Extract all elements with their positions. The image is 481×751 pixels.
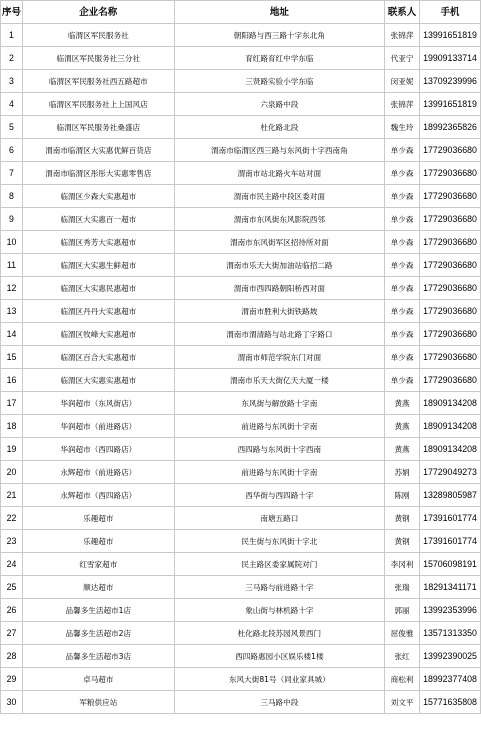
cell-contact: 单少森 <box>385 162 420 185</box>
cell-contact: 张锦萍 <box>385 93 420 116</box>
cell-company: 临渭区军民服务社三分社 <box>22 47 174 70</box>
cell-phone: 18992377408 <box>420 668 481 691</box>
cell-index: 20 <box>1 461 23 484</box>
cell-index: 8 <box>1 185 23 208</box>
cell-company: 临渭区牧峰大实惠超市 <box>22 323 174 346</box>
cell-address: 渭南市西四路朝阳桥西对面 <box>174 277 384 300</box>
cell-company: 临渭区百合大实惠超市 <box>22 346 174 369</box>
table-row <box>1 139 481 162</box>
cell-index: 27 <box>1 622 23 645</box>
cell-phone: 17729036680 <box>420 208 481 231</box>
cell-address: 渭南市站北路火车站对面 <box>174 162 384 185</box>
cell-company: 品馨多生活超市2店 <box>22 622 174 645</box>
cell-contact: 单少森 <box>385 139 420 162</box>
cell-contact: 张锦萍 <box>385 24 420 47</box>
cell-index: 2 <box>1 47 23 70</box>
table-row <box>1 162 481 185</box>
header-row <box>1 1 481 24</box>
cell-phone: 18992365826 <box>420 116 481 139</box>
cell-company: 华润超市（西四路店） <box>22 438 174 461</box>
table-row <box>1 277 481 300</box>
cell-contact: 代亚宁 <box>385 47 420 70</box>
cell-company: 临渭区军民服务社 <box>22 24 174 47</box>
cell-contact: 黄钢 <box>385 507 420 530</box>
cell-index: 25 <box>1 576 23 599</box>
cell-address: 杜化路北段苏园风景西门 <box>174 622 384 645</box>
table-row <box>1 415 481 438</box>
table-body <box>1 1 481 714</box>
cell-phone: 13289805987 <box>420 484 481 507</box>
cell-index: 21 <box>1 484 23 507</box>
table-row <box>1 530 481 553</box>
cell-index: 18 <box>1 415 23 438</box>
cell-contact: 单少森 <box>385 369 420 392</box>
cell-phone: 17729036680 <box>420 277 481 300</box>
header-cell-phone: 手机 <box>420 1 481 24</box>
cell-company: 华润超市（前进路店） <box>22 415 174 438</box>
cell-company: 渭南市临渭区大实惠优鲜百货店 <box>22 139 174 162</box>
cell-company: 红雪家超市 <box>22 553 174 576</box>
table-row <box>1 369 481 392</box>
cell-address: 三马路中段 <box>174 691 384 714</box>
cell-company: 临渭区秀芳大实惠超市 <box>22 231 174 254</box>
table-row <box>1 47 481 70</box>
table-row <box>1 599 481 622</box>
cell-phone: 18909134208 <box>420 415 481 438</box>
cell-company: 华润超市（东风街店） <box>22 392 174 415</box>
cell-contact: 张红 <box>385 645 420 668</box>
cell-contact: 刘文平 <box>385 691 420 714</box>
cell-phone: 13992353996 <box>420 599 481 622</box>
table-row <box>1 93 481 116</box>
cell-index: 22 <box>1 507 23 530</box>
cell-contact: 黄燕 <box>385 438 420 461</box>
cell-company: 永辉超市（西四路店） <box>22 484 174 507</box>
cell-phone: 17729036680 <box>420 323 481 346</box>
cell-phone: 18291341171 <box>420 576 481 599</box>
cell-contact: 单少森 <box>385 231 420 254</box>
cell-contact: 张瑞 <box>385 576 420 599</box>
cell-company: 临渭区军民服务社上上国风店 <box>22 93 174 116</box>
cell-company: 卓马超市 <box>22 668 174 691</box>
table-row <box>1 24 481 47</box>
cell-contact: 魏生玲 <box>385 116 420 139</box>
table-row <box>1 392 481 415</box>
table-row <box>1 553 481 576</box>
cell-index: 29 <box>1 668 23 691</box>
table-row <box>1 645 481 668</box>
cell-address: 渭南市乐天大街加油站临招二路 <box>174 254 384 277</box>
cell-address: 杜化路北段 <box>174 116 384 139</box>
cell-company: 乐趣超市 <box>22 530 174 553</box>
cell-company: 军粮供应站 <box>22 691 174 714</box>
cell-index: 23 <box>1 530 23 553</box>
cell-phone: 13992390025 <box>420 645 481 668</box>
cell-company: 品馨多生活超市1店 <box>22 599 174 622</box>
cell-address: 南塘五路口 <box>174 507 384 530</box>
table-row <box>1 622 481 645</box>
cell-company: 永辉超市（前进路店） <box>22 461 174 484</box>
cell-address: 渭南市东风街东风影院西邻 <box>174 208 384 231</box>
cell-index: 30 <box>1 691 23 714</box>
cell-phone: 17729049273 <box>420 461 481 484</box>
cell-company: 临渭区大实惠百一超市 <box>22 208 174 231</box>
cell-index: 7 <box>1 162 23 185</box>
cell-phone: 18909134208 <box>420 392 481 415</box>
cell-phone: 17391601774 <box>420 507 481 530</box>
cell-index: 9 <box>1 208 23 231</box>
cell-company: 临渭区大实惠生鲜超市 <box>22 254 174 277</box>
table-row <box>1 691 481 714</box>
cell-address: 渭南市胜利大街铁路坡 <box>174 300 384 323</box>
table-row <box>1 231 481 254</box>
cell-phone: 15706098191 <box>420 553 481 576</box>
table-row <box>1 116 481 139</box>
header-cell-contact: 联系人 <box>385 1 420 24</box>
header-cell-index: 序号 <box>1 1 23 24</box>
cell-contact: 郭丽 <box>385 599 420 622</box>
cell-address: 西四路与东风街十字西南 <box>174 438 384 461</box>
table-row <box>1 208 481 231</box>
cell-address: 渭南市乐天大街亿天大厦一楼 <box>174 369 384 392</box>
cell-company: 顺达超市 <box>22 576 174 599</box>
cell-company: 品馨多生活超市3店 <box>22 645 174 668</box>
cell-index: 24 <box>1 553 23 576</box>
cell-company: 临渭区少森大实惠超市 <box>22 185 174 208</box>
cell-phone: 17729036680 <box>420 231 481 254</box>
cell-address: 渭南市师范学院东门对面 <box>174 346 384 369</box>
cell-address: 渭南市渭清路与站北路丁字路口 <box>174 323 384 346</box>
cell-phone: 18909134208 <box>420 438 481 461</box>
table-row <box>1 461 481 484</box>
cell-contact: 单少森 <box>385 185 420 208</box>
cell-address: 西四路惠园小区娱乐楼1楼 <box>174 645 384 668</box>
cell-company: 临渭区大实惠民惠超市 <box>22 277 174 300</box>
cell-index: 4 <box>1 93 23 116</box>
cell-contact: 单少森 <box>385 346 420 369</box>
cell-index: 5 <box>1 116 23 139</box>
cell-address: 三贤路实验小学东临 <box>174 70 384 93</box>
cell-company: 临渭区军民服务社西五路超市 <box>22 70 174 93</box>
cell-contact: 闵亚妮 <box>385 70 420 93</box>
cell-company: 乐趣超市 <box>22 507 174 530</box>
cell-address: 东风大街81号（同业家具城） <box>174 668 384 691</box>
cell-company: 临渭区大实惠实惠超市 <box>22 369 174 392</box>
cell-contact: 单少森 <box>385 254 420 277</box>
cell-phone: 17729036680 <box>420 369 481 392</box>
cell-contact: 黄燕 <box>385 392 420 415</box>
cell-address: 三马路与前进路十字 <box>174 576 384 599</box>
cell-phone: 13991651819 <box>420 24 481 47</box>
cell-phone: 17729036680 <box>420 185 481 208</box>
cell-address: 民主路区委家属院对门 <box>174 553 384 576</box>
cell-index: 15 <box>1 346 23 369</box>
cell-address: 育红路育红中学东临 <box>174 47 384 70</box>
cell-address: 六泉路中段 <box>174 93 384 116</box>
table-row <box>1 185 481 208</box>
cell-contact: 商松利 <box>385 668 420 691</box>
table-row <box>1 323 481 346</box>
cell-address: 渭南市东风街军区招待所对面 <box>174 231 384 254</box>
cell-contact: 李冈利 <box>385 553 420 576</box>
cell-contact: 单少森 <box>385 300 420 323</box>
header-cell-address: 地址 <box>174 1 384 24</box>
header-cell-company: 企业名称 <box>22 1 174 24</box>
cell-contact: 单少森 <box>385 208 420 231</box>
cell-index: 11 <box>1 254 23 277</box>
table-row <box>1 346 481 369</box>
cell-phone: 13571313350 <box>420 622 481 645</box>
cell-company: 临渭区丹丹大实惠超市 <box>22 300 174 323</box>
table-row <box>1 300 481 323</box>
cell-index: 10 <box>1 231 23 254</box>
cell-index: 14 <box>1 323 23 346</box>
cell-phone: 13709239996 <box>420 70 481 93</box>
cell-phone: 19909133714 <box>420 47 481 70</box>
table-row <box>1 484 481 507</box>
cell-address: 民生街与东风街十字北 <box>174 530 384 553</box>
cell-address: 西华街与西四路十字 <box>174 484 384 507</box>
cell-company: 临渭区军民服务社桑盛店 <box>22 116 174 139</box>
cell-phone: 17729036680 <box>420 139 481 162</box>
cell-index: 16 <box>1 369 23 392</box>
cell-contact: 单少森 <box>385 277 420 300</box>
table-row <box>1 507 481 530</box>
cell-address: 东风街与解放路十字南 <box>174 392 384 415</box>
cell-phone: 13991651819 <box>420 93 481 116</box>
cell-address: 渭南市民主路中段区委对面 <box>174 185 384 208</box>
cell-index: 1 <box>1 24 23 47</box>
cell-phone: 17391601774 <box>420 530 481 553</box>
cell-phone: 17729036680 <box>420 346 481 369</box>
cell-contact: 苏娟 <box>385 461 420 484</box>
cell-phone: 17729036680 <box>420 300 481 323</box>
cell-index: 26 <box>1 599 23 622</box>
cell-address: 朝阳路与西三路十字东北角 <box>174 24 384 47</box>
cell-contact: 黄燕 <box>385 415 420 438</box>
table-row <box>1 254 481 277</box>
cell-address: 前进路与东风街十字南 <box>174 415 384 438</box>
cell-company: 渭南市临渭区彤彤大实惠零售店 <box>22 162 174 185</box>
table-row <box>1 576 481 599</box>
cell-contact: 屈俊雅 <box>385 622 420 645</box>
cell-index: 6 <box>1 139 23 162</box>
cell-phone: 17729036680 <box>420 162 481 185</box>
cell-index: 3 <box>1 70 23 93</box>
cell-index: 19 <box>1 438 23 461</box>
cell-index: 17 <box>1 392 23 415</box>
cell-contact: 陈刚 <box>385 484 420 507</box>
table-row <box>1 668 481 691</box>
cell-address: 前进路与东风街十字南 <box>174 461 384 484</box>
cell-index: 13 <box>1 300 23 323</box>
table-row <box>1 70 481 93</box>
cell-contact: 黄钢 <box>385 530 420 553</box>
cell-address: 渭南市临渭区西三路与东风街十字西南角 <box>174 139 384 162</box>
table-row <box>1 438 481 461</box>
cell-index: 28 <box>1 645 23 668</box>
cell-address: 象山街与林机路十字 <box>174 599 384 622</box>
cell-phone: 15771635808 <box>420 691 481 714</box>
cell-contact: 单少森 <box>385 323 420 346</box>
cell-phone: 17729036680 <box>420 254 481 277</box>
cell-index: 12 <box>1 277 23 300</box>
